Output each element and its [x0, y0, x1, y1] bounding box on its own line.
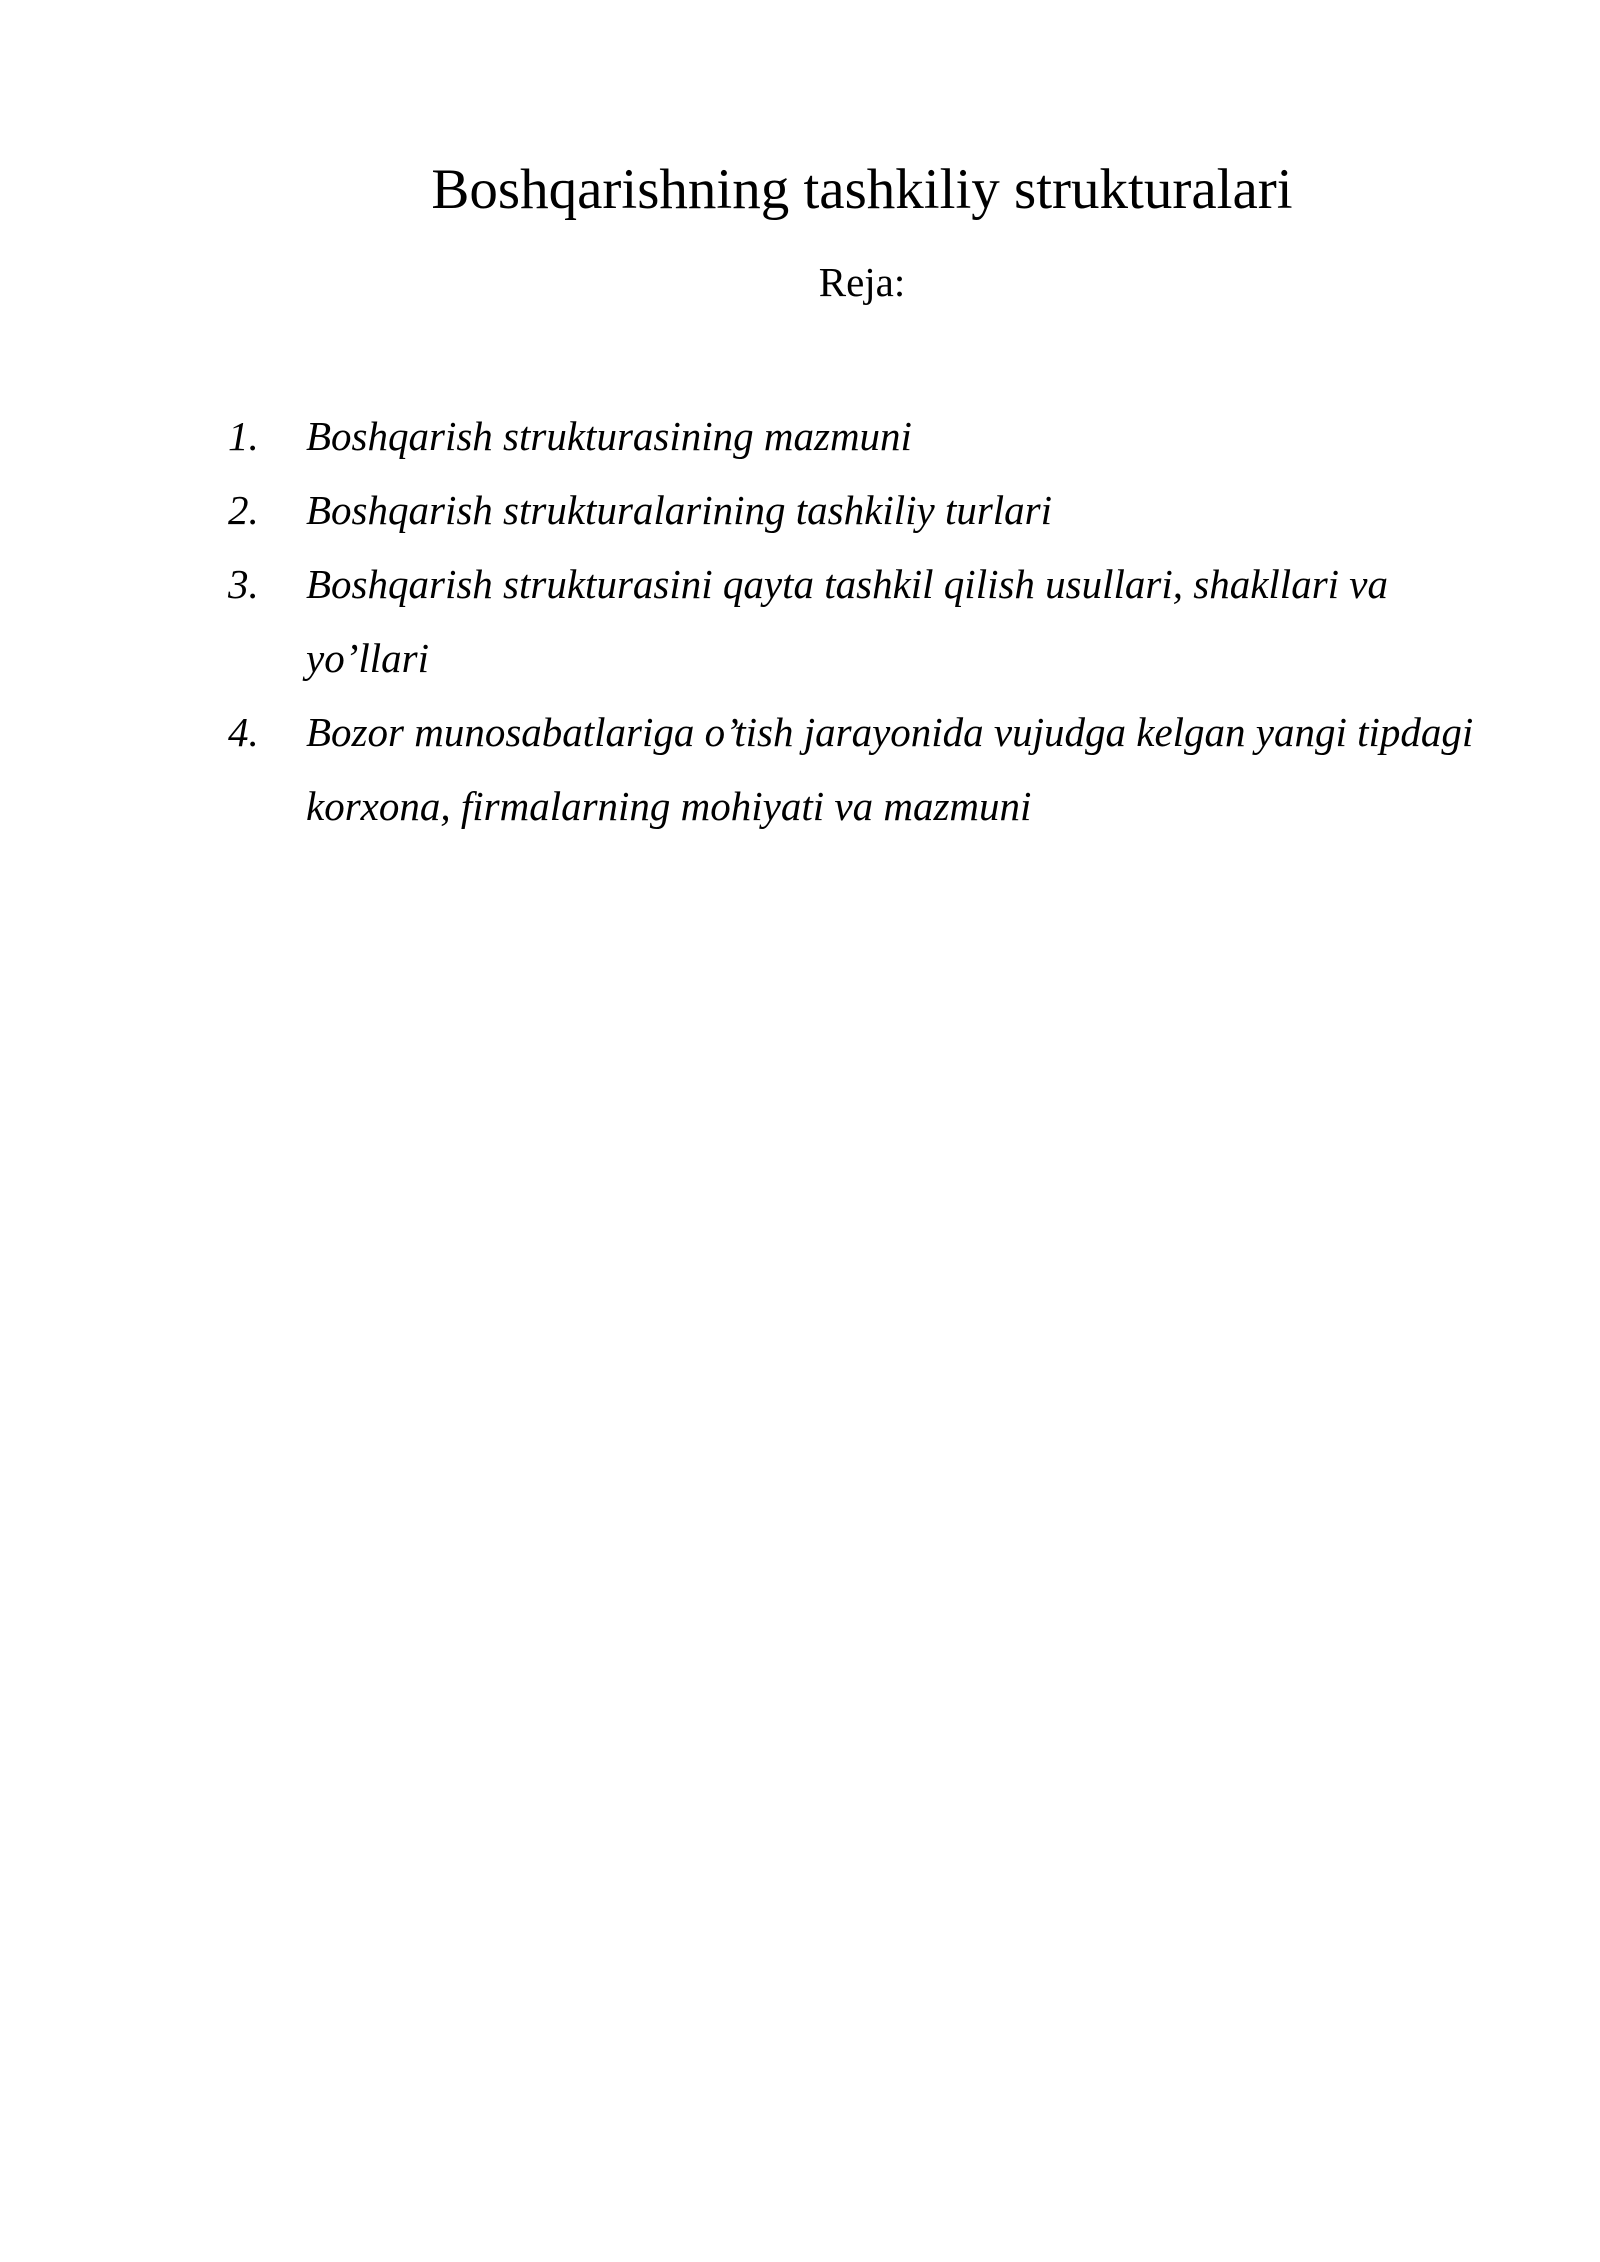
plan-item-2 — [228, 473, 1478, 547]
plan-item-3 — [228, 547, 1478, 695]
plan-item-number: 2. — [228, 487, 259, 533]
plan-item-number: 3. — [228, 561, 259, 607]
plan-item-text: Boshqarish strukturasini qayta tashkil qilish usullari, shakllari va yo’llari — [306, 561, 1388, 681]
plan-list — [228, 399, 1478, 843]
plan-item-number: 1. — [228, 413, 259, 459]
plan-item-text: Boshqarish strukturalarining tashkiliy turlari — [306, 487, 1053, 533]
plan-item-text: Bozor munosabatlariga o’tish jarayonida vujudga kelgan yangi tipdagi korxona, firmalarning mohiyati va mazmuni — [306, 709, 1474, 829]
plan-item-text: Boshqarish strukturasining mazmuni — [306, 413, 912, 459]
page-title: Boshqarishning tashkiliy strukturalari — [431, 158, 1293, 221]
plan-heading: Reja: — [818, 259, 906, 305]
plan-item-4 — [228, 695, 1478, 843]
plan-item-1 — [228, 399, 1478, 473]
plan-item-number: 4. — [228, 709, 259, 755]
